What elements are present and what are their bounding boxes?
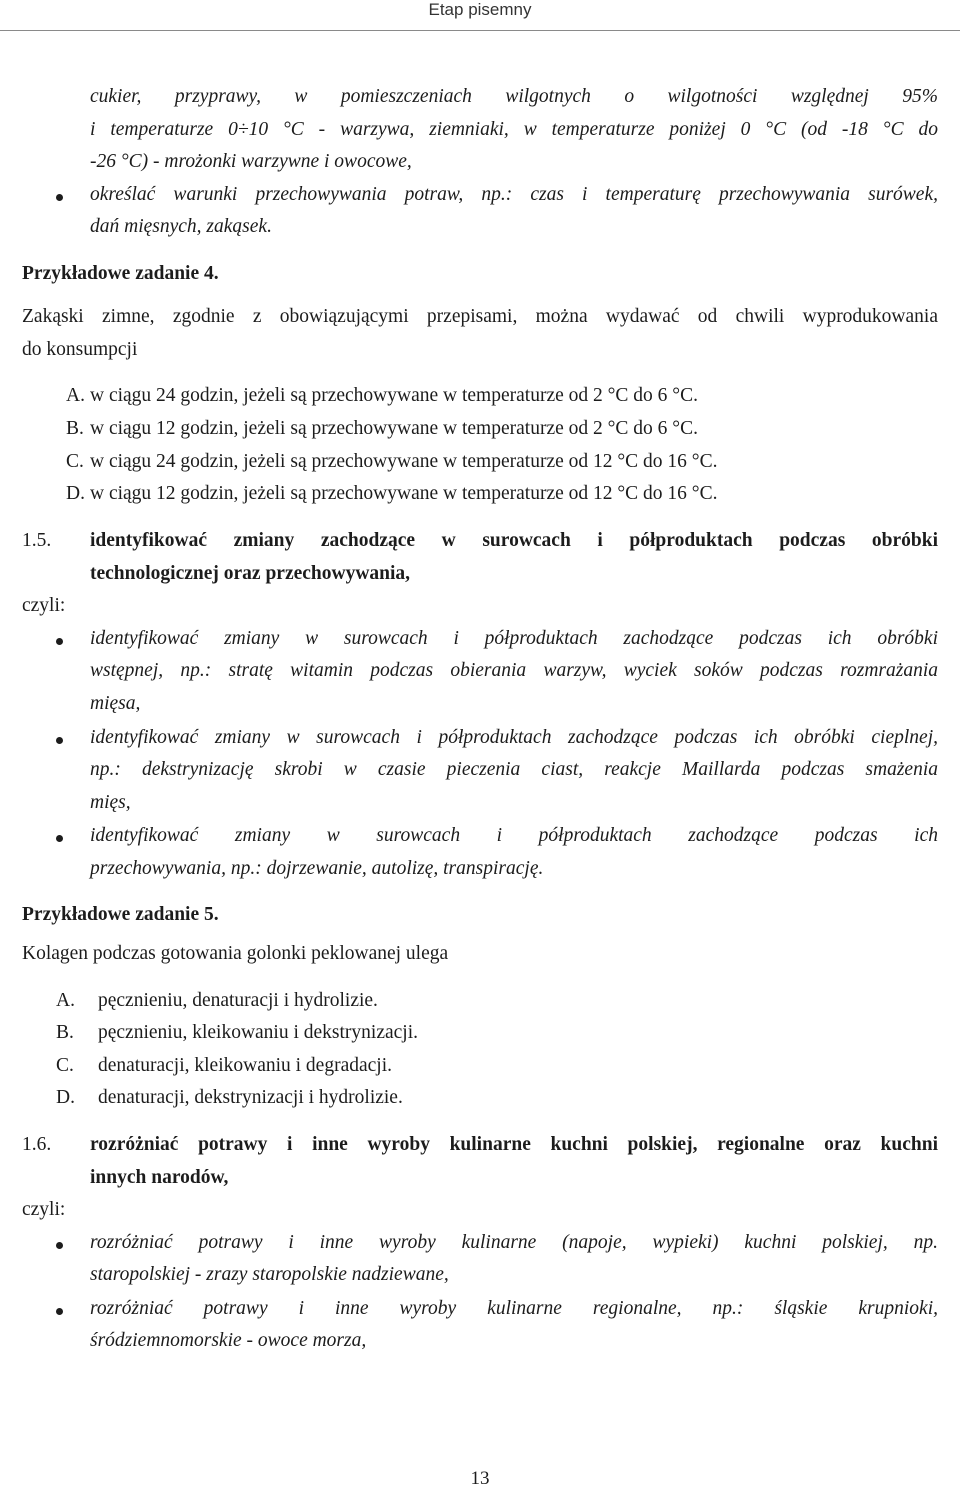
task4-option-a-text: w ciągu 24 godzin, jeżeli są przechowywane w temperaturze od 2 °C do 6 °C.: [90, 385, 698, 406]
bullet-icon: [56, 1242, 63, 1249]
task4-option-b-text: w ciągu 12 godzin, jeżeli są przechowywane w temperaturze od 2 °C do 6 °C.: [90, 418, 698, 439]
task5-option-a-letter: A.: [56, 990, 75, 1011]
section16-bullet2-line-2: śródziemnomorskie - owoce morza,: [90, 1330, 367, 1351]
intro-bullet-line-2: dań mięsnych, zakąsek.: [90, 216, 272, 237]
section15-bullet2-line-2: np.: dekstrynizację skrobi w czasie pieczenia ciast, reakcje Maillarda podczas smażenia: [90, 759, 938, 780]
task5-heading: Przykładowe zadanie 5.: [22, 904, 219, 925]
task4-option-d-text: w ciągu 12 godzin, jeżeli są przechowywane w temperaturze od 12 °C do 16 °C.: [90, 483, 718, 504]
task5-option-c-letter: C.: [56, 1055, 74, 1076]
section15-bullet3-line-1: identyfikować zmiany w surowcach i półproduktach zachodzące podczas ich: [90, 825, 938, 846]
section16-title-line-2: innych narodów,: [90, 1167, 229, 1188]
bullet-icon: [56, 1308, 63, 1315]
section15-bullet2-line-1: identyfikować zmiany w surowcach i półproduktach zachodzące podczas ich obróbki cieplnej,: [90, 727, 938, 748]
task4-option-a-letter: A.: [66, 385, 85, 406]
section15-bullet1-line-1: identyfikować zmiany w surowcach i półproduktach zachodzące podczas ich obróbki: [90, 628, 938, 649]
page-number: 13: [470, 1468, 490, 1489]
task5-question: Kolagen podczas gotowania golonki peklowanej ulega: [22, 943, 449, 964]
bullet-icon: [56, 835, 63, 842]
section15-number: 1.5.: [22, 530, 52, 551]
intro-line-2: i temperaturze 0÷10 °C - warzywa, ziemniaki, w temperaturze poniżej 0 °C (od -18 °C do: [90, 119, 938, 140]
bullet-icon: [56, 638, 63, 645]
task4-option-b-letter: B.: [66, 418, 84, 439]
task5-option-c-text: denaturacji, kleikowaniu i degradacji.: [98, 1055, 393, 1076]
section16-bullet1-line-2: staropolskiej - zrazy staropolskie nadziewane,: [90, 1264, 449, 1285]
section16-bullet2-line-1: rozróżniać potrawy i inne wyroby kulinarne regionalne, np.: śląskie krupnioki,: [90, 1298, 938, 1319]
section16-title-line-1: rozróżniać potrawy i inne wyroby kulinarne kuchni polskiej, regionalne oraz kuchni: [90, 1134, 938, 1155]
section16-czyli: czyli:: [22, 1199, 66, 1220]
bullet-icon: [56, 737, 63, 744]
task5-option-b-letter: B.: [56, 1022, 74, 1043]
intro-line-1: cukier, przyprawy, w pomieszczeniach wilgotnych o wilgotności względnej 95%: [90, 86, 938, 107]
header-title: Etap pisemny: [428, 0, 532, 19]
page-header: [0, 0, 960, 31]
intro-line-3: -26 °C) - mrożonki warzywne i owocowe,: [90, 151, 412, 172]
task4-option-d-letter: D.: [66, 483, 85, 504]
task4-question-line-2: do konsumpcji: [22, 339, 138, 360]
bullet-icon: [56, 194, 63, 201]
task4-heading: Przykładowe zadanie 4.: [22, 263, 219, 284]
intro-bullet-line-1: określać warunki przechowywania potraw, np.: czas i temperaturę przechowywania surówek,: [90, 184, 938, 205]
task5-option-a-text: pęcznieniu, denaturacji i hydrolizie.: [98, 990, 378, 1011]
section15-bullet3-line-2: przechowywania, np.: dojrzewanie, autolizę, transpirację.: [90, 858, 544, 879]
task5-option-d-letter: D.: [56, 1087, 75, 1108]
section15-bullet2-line-3: mięs,: [90, 792, 131, 813]
task5-option-b-text: pęcznieniu, kleikowaniu i dekstrynizacji.: [98, 1022, 419, 1043]
section15-title-line-2: technologicznej oraz przechowywania,: [90, 563, 411, 584]
task4-option-c-letter: C.: [66, 451, 84, 472]
section15-bullet1-line-3: mięsa,: [90, 693, 141, 714]
task4-question-line-1: Zakąski zimne, zgodnie z obowiązującymi przepisami, można wydawać od chwili wyprodukowania: [22, 306, 938, 327]
section16-bullet1-line-1: rozróżniać potrawy i inne wyroby kulinarne (napoje, wypieki) kuchni polskiej, np.: [90, 1232, 938, 1253]
section15-czyli: czyli:: [22, 595, 66, 616]
section16-number: 1.6.: [22, 1134, 52, 1155]
task5-option-d-text: denaturacji, dekstrynizacji i hydrolizie.: [98, 1087, 403, 1108]
section15-bullet1-line-2: wstępnej, np.: stratę witamin podczas obierania warzyw, wyciek soków podczas rozmrażania: [90, 660, 938, 681]
task4-option-c-text: w ciągu 24 godzin, jeżeli są przechowywane w temperaturze od 12 °C do 16 °C.: [90, 451, 718, 472]
section15-title-line-1: identyfikować zmiany zachodzące w surowcach i półproduktach podczas obróbki: [90, 530, 938, 551]
